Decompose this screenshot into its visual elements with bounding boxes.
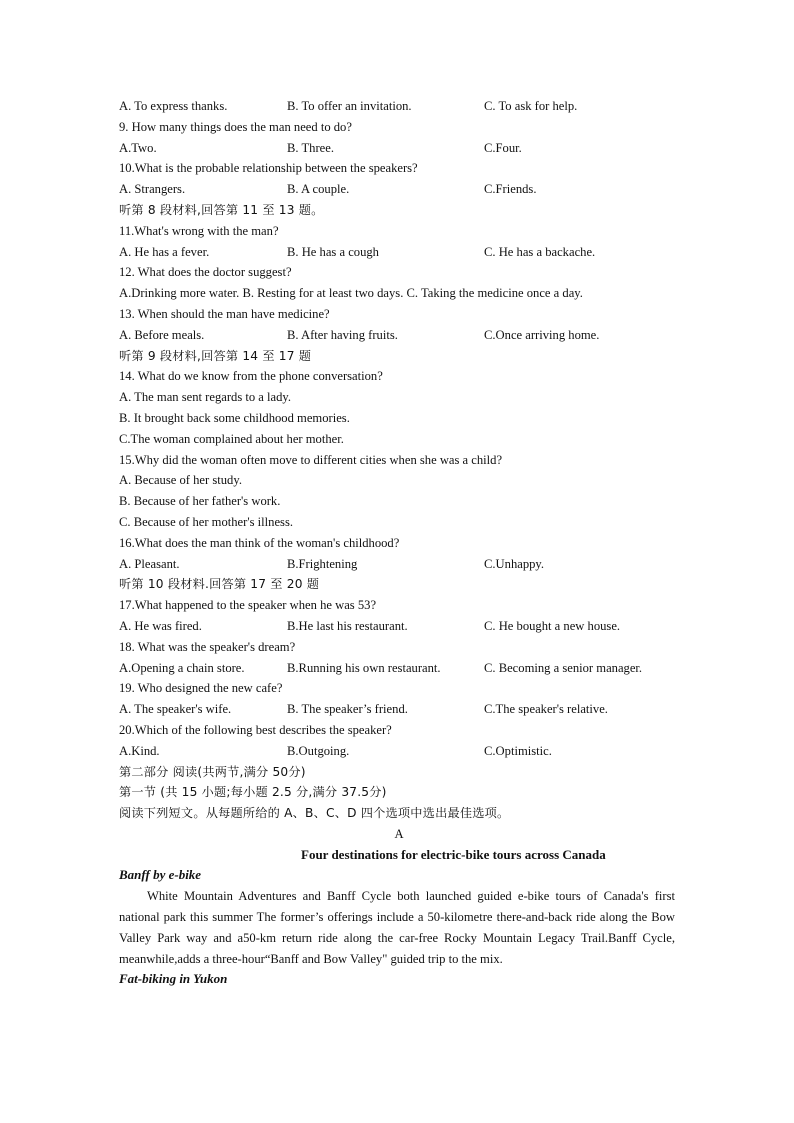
q14-question: 14. What do we know from the phone conversation? [119,369,383,384]
q17-option-a: A. He was fired. [119,618,202,633]
q8-option-c: C. To ask for help. [484,99,578,113]
q15-option-a: A. Because of her study. [119,473,242,488]
q16-option-c: C.Unhappy. [484,556,545,571]
q13-option-a: A. Before meals. [119,327,205,342]
q8-options [119,96,679,117]
q20-option-c: C.Optimistic. [484,743,552,758]
q9-option-a: A.Two. [119,140,157,155]
q19-option-b: B. The speaker’s friend. [287,702,408,717]
q9-question: 9. How many things does the man need to do? [119,119,352,134]
section-8-heading: 听第 8 段材料,回答第 11 至 13 题。 [119,202,324,217]
q18-option-b: B.Running his own restaurant. [287,660,441,675]
q10-option-b: B. A couple. [287,182,350,197]
q10-option-a: A. Strangers. [119,182,186,197]
q20-options [119,741,679,762]
q11-option-b: B. He has a cough [287,244,379,259]
q13-option-b: B. After having fruits. [287,327,398,342]
q13-question: 13. When should the man have medicine? [119,306,330,321]
q9-option-c: C.Four. [484,140,522,155]
q19-option-c: C.The speaker's relative. [484,702,608,717]
q9-option-b: B. Three. [287,140,334,155]
subheading-yukon: Fat-biking in Yukon [119,971,228,987]
reading-instructions: 阅读下列短文。从每题所给的 A、B、C、D 四个选项中选出最佳选项。 [119,806,510,821]
q8-option-a: A. To express thanks. [119,99,228,113]
q8-option-b: B. To offer an invitation. [287,99,412,113]
q17-option-b: B.He last his restaurant. [287,618,408,633]
q13-options [119,325,679,346]
q17-question: 17.What happened to the speaker when he was 53? [119,598,377,613]
q17-option-c: C. He bought a new house. [484,618,621,633]
paragraph-banff: White Mountain Adventures and Banff Cycle both launched guided e-bike tours of Canada's first national park this summer The former’s offerings include a 50-kilometre there-and-back ride along the Bow Valley Park way and a50-km return ride along the car-free Rocky Mountain Legacy Trail.Banff Cycle, meanwhile,adds a three-hour“Banff and Bow Valley" guided trip to the mix. [119,889,675,966]
q11-option-a: A. He has a fever. [119,244,210,259]
section-9-heading: 听第 9 段材料,回答第 14 至 17 题 [119,348,312,363]
q14-option-c: C.The woman complained about her mother. [119,431,344,446]
q11-option-c: C. He has a backache. [484,244,596,259]
passage-title: Four destinations for electric-bike tours across Canada [301,846,606,862]
part-2-heading: 第二部分 阅读(共两节,满分 50分) [119,764,306,779]
q16-option-a: A. Pleasant. [119,556,180,571]
q20-option-b: B.Outgoing. [287,743,350,758]
q16-question: 16.What does the man think of the woman's childhood? [119,535,400,550]
q10-question: 10.What is the probable relationship between the speakers? [119,161,418,176]
q11-options [119,242,679,263]
q18-question: 18. What was the speaker's dream? [119,639,296,654]
q14-option-a: A. The man sent regards to a lady. [119,390,292,405]
q17-options [119,616,679,637]
q20-question: 20.Which of the following best describes the speaker? [119,722,392,737]
q10-option-c: C.Friends. [484,182,537,197]
exam-page [119,96,679,990]
q9-options [119,138,679,159]
q12-question: 12. What does the doctor suggest? [119,265,292,280]
passage-letter: A [394,826,404,841]
subheading-banff: Banff by e-bike [119,867,202,883]
q15-question: 15.Why did the woman often move to different cities when she was a child? [119,452,503,467]
q16-options [119,554,679,575]
q13-option-c: C.Once arriving home. [484,327,600,342]
q12-options: A.Drinking more water. B. Resting for at least two days. C. Taking the medicine once a day. [119,286,583,301]
part-2-section-1-heading: 第一节 (共 15 小题;每小题 2.5 分,满分 37.5分) [119,785,387,800]
q15-option-b: B. Because of her father's work. [119,494,281,509]
q16-option-b: B.Frightening [287,556,358,571]
q18-option-a: A.Opening a chain store. [119,660,245,675]
q19-question: 19. Who designed the new cafe? [119,681,283,696]
section-10-heading: 听第 10 段材料.回答第 17 至 20 题 [119,577,320,592]
q11-question: 11.What's wrong with the man? [119,223,279,238]
q15-option-c: C. Because of her mother's illness. [119,514,293,529]
q19-option-a: A. The speaker's wife. [119,702,232,717]
q18-options [119,658,679,679]
q20-option-a: A.Kind. [119,743,160,758]
q19-options [119,699,679,720]
q10-options [119,179,679,200]
q14-option-b: B. It brought back some childhood memories. [119,410,350,425]
q18-option-c: C. Becoming a senior manager. [484,660,643,675]
